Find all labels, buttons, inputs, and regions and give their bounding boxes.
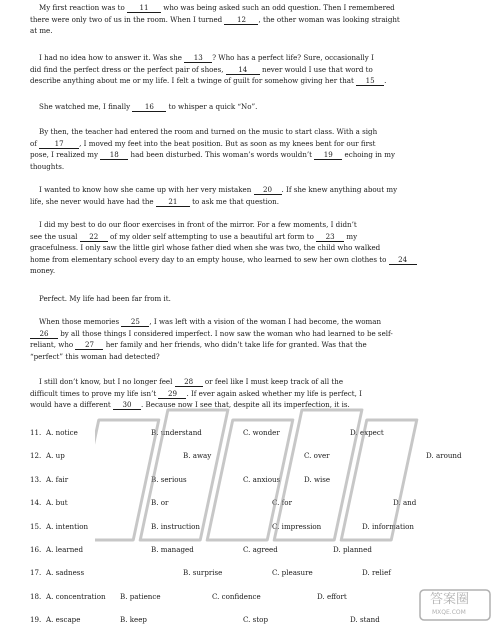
option-d[interactable]: D. information xyxy=(362,521,414,531)
passage-text: who was being asked such an odd question. Then I remembered xyxy=(161,3,395,12)
passage-line xyxy=(30,196,473,208)
blank-18[interactable]: 18 xyxy=(100,150,128,160)
passage-line xyxy=(30,101,473,113)
blank-14[interactable]: 14 xyxy=(226,65,260,75)
passage-text: see the usual xyxy=(30,231,80,241)
option-a[interactable]: A. learned xyxy=(46,545,84,554)
passage-paragraph xyxy=(30,219,473,277)
passage-line xyxy=(30,161,473,173)
blank-13[interactable]: 13 xyxy=(184,53,212,63)
option-b[interactable]: B. managed xyxy=(151,545,194,554)
blank-28[interactable]: 28 xyxy=(175,377,203,387)
passage-text: I had no idea how to answer it. Was she xyxy=(30,53,185,62)
passage-text: . xyxy=(384,76,387,85)
option-d[interactable]: D. relief xyxy=(362,568,391,578)
option-a[interactable]: A. fair xyxy=(46,474,69,484)
blank-29[interactable]: 29 xyxy=(158,389,186,399)
blank-26[interactable]: 26 xyxy=(30,329,58,339)
passage-text: My first reaction was to xyxy=(30,3,127,12)
passage-line xyxy=(30,265,473,277)
passage-line xyxy=(30,339,473,351)
option-d[interactable]: D. effort xyxy=(317,591,347,601)
option-d[interactable]: D. around xyxy=(426,451,462,461)
passage-text: or feel like I must keep track of all the xyxy=(202,377,344,386)
option-row-11 xyxy=(30,427,475,439)
option-a[interactable]: A. up xyxy=(46,451,65,461)
passage-paragraph xyxy=(30,101,473,113)
passage-text: would have a different xyxy=(30,400,114,409)
passage-line xyxy=(30,126,473,138)
question-number: 11. xyxy=(30,428,42,437)
option-b[interactable]: B. understand xyxy=(151,428,202,437)
option-c[interactable]: C. over xyxy=(304,451,330,461)
passage-paragraph xyxy=(30,293,473,305)
passage-text: . If she knew anything about my xyxy=(281,185,398,194)
blank-25[interactable]: 25 xyxy=(121,317,149,327)
passage-line xyxy=(30,184,473,196)
passage-text: When those memories xyxy=(30,317,122,326)
passage-text: home from elementary school every day to an empty house, who learned to sew her own clothes to xyxy=(30,254,389,264)
option-c[interactable]: C. impression xyxy=(272,521,322,531)
passage-line xyxy=(30,138,473,150)
passage-text: of xyxy=(30,138,40,148)
passage-text: reliant, who xyxy=(30,340,76,349)
option-d[interactable]: D. wise xyxy=(304,474,331,484)
passage-text: echoing in my xyxy=(342,150,395,159)
passage-text: her family and her friends, who didn’t take life for granted. Was that the xyxy=(103,340,367,349)
question-number: 12. xyxy=(30,451,42,461)
question-number: 19. xyxy=(30,615,42,625)
option-b[interactable]: B. instruction xyxy=(151,521,200,531)
option-row-17 xyxy=(30,567,475,579)
passage-text: at me. xyxy=(30,26,53,35)
option-c[interactable]: C. agreed xyxy=(243,545,278,554)
passage-text: by all those things I considered imperfect. I now saw the woman who had learned to be self- xyxy=(58,328,393,338)
passage-text: life, she never would have had the xyxy=(30,196,156,206)
passage-text: to ask me that question. xyxy=(189,196,280,206)
passage-line xyxy=(30,64,473,76)
passage-paragraph xyxy=(30,184,473,207)
option-row-12 xyxy=(30,450,475,462)
question-number: 17. xyxy=(30,568,42,578)
option-c[interactable]: C. anxious xyxy=(243,474,281,484)
passage-line xyxy=(30,2,473,14)
passage-text: describe anything about me or my life. I felt a twinge of guilt for somehow giving her that xyxy=(30,76,357,85)
blank-22[interactable]: 22 xyxy=(80,232,108,242)
passage-text: money. xyxy=(30,266,56,275)
passage-text: there were only two of us in the room. When I turned xyxy=(30,14,225,24)
passage-text: I did my best to do our floor exercises in front of the mirror. For a few moments, I didn’t xyxy=(30,220,357,229)
option-c[interactable]: C. confidence xyxy=(212,591,261,601)
question-number: 13. xyxy=(30,474,42,484)
option-b[interactable]: B. serious xyxy=(151,474,187,484)
blank-23[interactable]: 23 xyxy=(316,232,344,242)
passage-line xyxy=(30,328,473,340)
passage-paragraph xyxy=(30,126,473,172)
option-b[interactable]: B. keep xyxy=(120,615,147,625)
option-b[interactable]: B. surprise xyxy=(183,568,223,578)
passage-text: , I moved my feet into the beat position. But as soon as my knees bent for our first xyxy=(79,138,376,148)
blank-21[interactable]: 21 xyxy=(156,197,190,207)
option-b[interactable]: B. patience xyxy=(120,591,161,601)
passage-line xyxy=(30,231,473,243)
blank-11[interactable]: 11 xyxy=(127,3,161,13)
option-a[interactable]: A. but xyxy=(46,498,68,508)
option-b[interactable]: B. away xyxy=(183,451,212,461)
passage-line xyxy=(30,376,473,388)
question-number: 16. xyxy=(30,545,42,554)
stamp-label: 答案圈 xyxy=(430,592,470,607)
passage-text: She watched me, I finally xyxy=(30,102,133,111)
option-c[interactable]: C. wonder xyxy=(243,428,280,437)
passage-line xyxy=(30,75,473,87)
question-number: 15. xyxy=(30,521,42,531)
passage-text: . Because now I see that, despite all its imperfection, it is. xyxy=(141,400,350,409)
option-row-18 xyxy=(30,591,475,603)
blank-30[interactable]: 30 xyxy=(113,400,141,410)
blank-19[interactable]: 19 xyxy=(314,150,342,160)
blank-15[interactable]: 15 xyxy=(356,76,384,86)
question-number: 14. xyxy=(30,498,42,508)
question-number: 18. xyxy=(30,591,42,601)
option-d[interactable]: D. stand xyxy=(350,615,380,625)
passage-text: , I was left with a vision of the woman I had become, the woman xyxy=(149,317,382,326)
passage-line xyxy=(30,219,473,231)
passage-text: to whisper a quick “No”. xyxy=(166,102,258,111)
passage-paragraph xyxy=(30,316,473,362)
passage-paragraph xyxy=(30,52,473,87)
passage-line xyxy=(30,351,473,363)
option-b[interactable]: B. or xyxy=(151,498,169,508)
passage-text: , the other woman was looking straight xyxy=(258,14,400,24)
blank-24[interactable]: 24 xyxy=(389,255,417,265)
passage-text: “perfect” this woman had detected? xyxy=(30,351,160,361)
option-row-15 xyxy=(30,521,475,533)
option-c[interactable]: C. pleasure xyxy=(272,568,313,578)
passage-text: of my older self attempting to use a beautiful art form to xyxy=(107,231,317,241)
option-a[interactable]: A. concentration xyxy=(46,591,106,601)
passage-text: had been disturbed. This woman’s words wouldn’t xyxy=(128,150,315,159)
stamp-sub-label: MXQE.COM xyxy=(432,609,466,616)
passage-line xyxy=(30,52,473,64)
passage-line xyxy=(30,399,473,411)
passage-text: Perfect. My life had been far from it. xyxy=(30,294,171,303)
passage-text: By then, the teacher had entered the room and turned on the music to start class. With a sigh xyxy=(30,127,378,136)
passage-text: I still don’t know, but I no longer feel xyxy=(30,377,175,386)
option-row-13 xyxy=(30,474,475,486)
blank-16[interactable]: 16 xyxy=(132,102,166,112)
option-a[interactable]: A. escape xyxy=(46,615,81,625)
passage-line xyxy=(30,254,473,266)
passage-text: gracefulness. I only saw the little girl whose father died when she was two, the child who walked xyxy=(30,243,381,252)
passage-text: thoughts. xyxy=(30,161,65,171)
passage-line xyxy=(30,14,473,26)
passage-text: never would I use that word to xyxy=(259,64,373,74)
option-row-14 xyxy=(30,497,475,509)
passage-line xyxy=(30,316,473,328)
passage-line xyxy=(30,293,473,305)
option-c[interactable]: C. stop xyxy=(243,615,268,625)
option-a[interactable]: A. notice xyxy=(46,428,78,437)
passage-text: difficult times to prove my life isn’t xyxy=(30,388,159,398)
option-d[interactable]: D. and xyxy=(393,498,417,508)
option-d[interactable]: D. expect xyxy=(350,428,384,437)
blank-27[interactable]: 27 xyxy=(75,340,103,350)
option-a[interactable]: A. intention xyxy=(46,521,89,531)
option-a[interactable]: A. sadness xyxy=(46,568,85,578)
passage-line xyxy=(30,242,473,254)
blank-20[interactable]: 20 xyxy=(254,185,282,195)
option-c[interactable]: C. for xyxy=(272,498,292,508)
passage-paragraph xyxy=(30,376,473,411)
option-row-16 xyxy=(30,544,475,556)
passage-line xyxy=(30,388,473,400)
passage-line xyxy=(30,25,473,37)
watermark-stamp xyxy=(418,588,492,622)
passage-text: . If ever again asked whether my life is perfect, I xyxy=(186,388,362,398)
passage-paragraph xyxy=(30,2,473,37)
blank-17[interactable]: 17 xyxy=(39,139,79,149)
passage-line xyxy=(30,149,473,161)
passage-text: my xyxy=(344,231,358,241)
passage-text: I wanted to know how she came up with her very mistaken xyxy=(30,185,254,194)
option-d[interactable]: D. planned xyxy=(333,545,372,554)
blank-12[interactable]: 12 xyxy=(224,15,258,25)
passage-text: did find the perfect dress or the perfect pair of shoes, xyxy=(30,64,226,74)
passage-text: ? Who has a perfect life? Sure, occasionally I xyxy=(212,53,374,62)
passage-text: pose, I realized my xyxy=(30,150,101,159)
option-row-19 xyxy=(30,614,475,626)
